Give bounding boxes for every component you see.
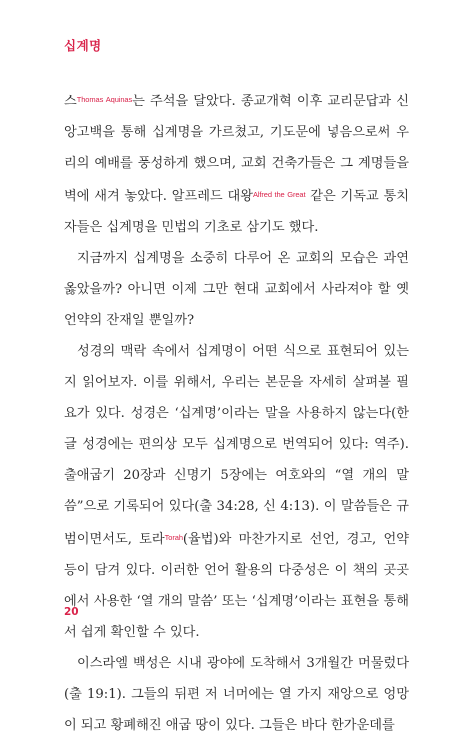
text-run: 지금까지 십계명을 소중히 다루어 온 교회의 모습은 과연 옳았을까? 아니면 이제 그만 현대 교회에서 사라져야 할 옛 언약의 잔재일 뿐일까? — [64, 251, 409, 328]
text-run: 이스라엘 백성은 시내 광야에 도착해서 3개월간 머물렀다(출 19:1). 그들의 뒤편 저 너머에는 열 가지 재앙으로 엉망이 되고 황폐해진 애굽 땅이 있다. 그들은 바다 한가운데를 — [64, 656, 409, 733]
running-title: 십계명 — [64, 38, 102, 53]
text-run: 는 주석을 달았다. 종교개혁 이후 교리문답과 신앙고백을 통해 십계명을 가르쳤고, 기도문에 넣음으로써 우리의 예배를 풍성하게 했으며, 교회 건축가들은 그 계명들을 벽에 새겨 놓았다. 알프레드 대왕 — [64, 94, 410, 204]
paragraph — [64, 336, 409, 648]
text-run: 같은 기독교 통치자들은 십계명을 민법의 기초로 삼기도 했다. — [64, 189, 409, 235]
original-name-gloss: Alfred the Great — [252, 190, 306, 199]
paragraph — [64, 84, 409, 243]
text-run: 스 — [64, 94, 77, 109]
paragraph — [64, 243, 409, 336]
original-name-gloss: Thomas Aquinas — [76, 95, 133, 104]
original-name-gloss: Torah — [164, 533, 183, 542]
page-number: 20 — [64, 606, 79, 618]
text-run: 성경의 맥락 속에서 십계명이 어떤 식으로 표현되어 있는지 읽어보자. 이를 위해서, 우리는 본문을 자세히 살펴볼 필요가 있다. 성경은 ‘십계명’이라는 말을 사용하지 않는다(한글 성경에는 편의상 모두 십계명으로 번역되어 있다: 역주). 출애굽기 20장과 신명기 5장에는 여호와의 “열 개의 말씀”으로 기록되어 있다(출 34:28, 신 4:13). 이 말씀들은 규범이면서도, 토라 — [64, 344, 409, 547]
body-text — [64, 84, 409, 741]
text-run: (율법)와 마찬가지로 선언, 경고, 언약 등이 담겨 있다. 이러한 언어 활용의 다중성은 이 책의 곳곳에서 사용한 ‘열 개의 말씀’ 또는 ‘십계명’이라는 표현을 통해서 쉽게 확인할 수 있다. — [64, 532, 409, 640]
paragraph — [64, 648, 409, 741]
